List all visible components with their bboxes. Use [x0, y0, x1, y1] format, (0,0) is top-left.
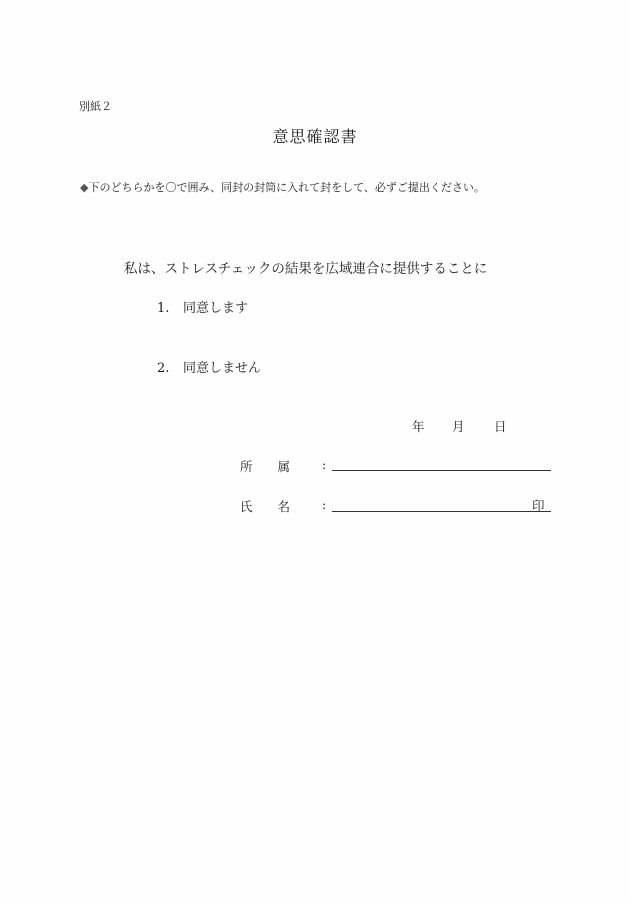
instruction-text: [80, 179, 485, 195]
date-month-label: 月: [452, 419, 465, 434]
affiliation-input-line[interactable]: [332, 470, 551, 471]
instruction-body: 下のどちらかを〇で囲み、同封の封筒に入れて封をして、必ずご提出ください。: [88, 181, 485, 194]
seal-mark: 印: [532, 498, 545, 513]
date-day-label: 日: [494, 419, 507, 434]
date-year-label: 年: [412, 419, 425, 434]
affiliation-separator: :: [322, 457, 327, 472]
option-number: 2.: [157, 361, 170, 376]
option-disagree[interactable]: [157, 357, 261, 376]
date-field: [412, 417, 507, 435]
option-label: 同意しません: [183, 361, 262, 376]
option-label: 同意します: [183, 301, 249, 316]
document-title: 意思確認書: [272, 127, 358, 146]
name-label: 氏名: [240, 499, 316, 514]
option-number: 1.: [157, 301, 170, 316]
consent-statement: 私は、ストレスチェックの結果を広域連合に提供することに: [124, 261, 488, 277]
diamond-bullet-icon: ◆: [80, 181, 89, 194]
name-input-line[interactable]: [332, 511, 551, 512]
annex-label: 別紙２: [79, 100, 112, 113]
affiliation-label: 所属: [240, 459, 316, 474]
option-agree[interactable]: [157, 297, 248, 316]
name-separator: :: [322, 497, 327, 512]
